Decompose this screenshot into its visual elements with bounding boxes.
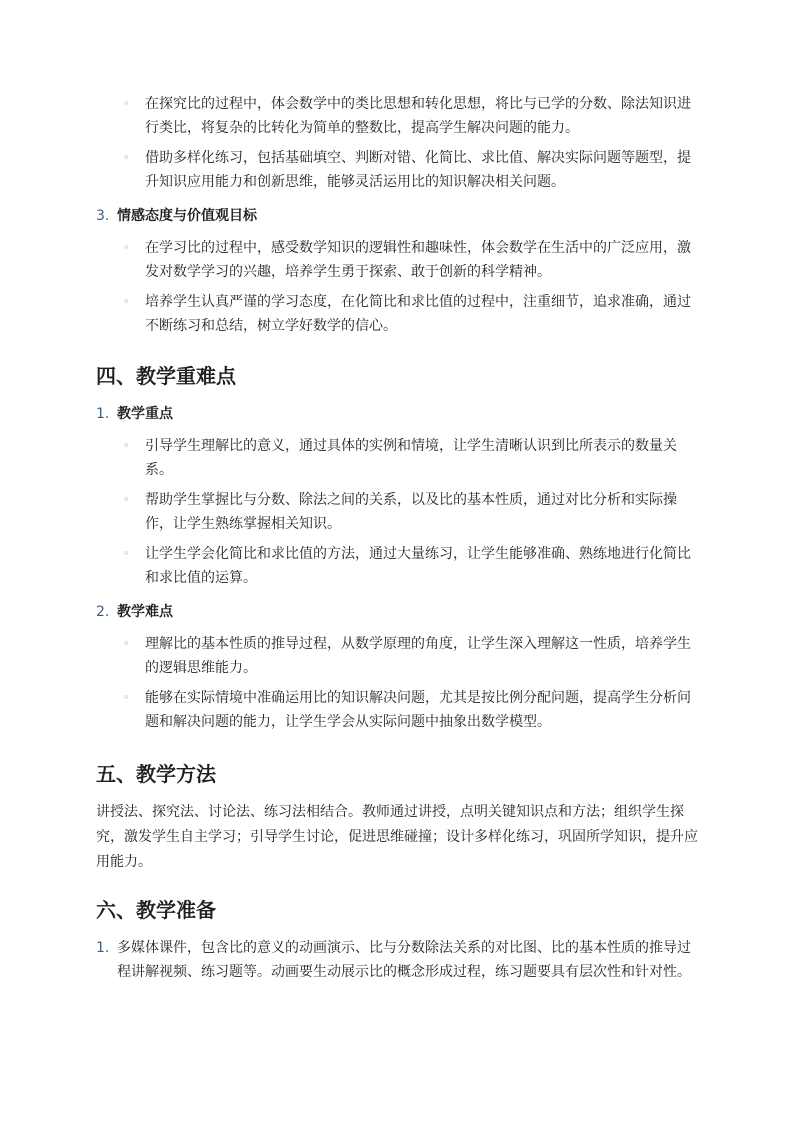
- difficulties-item: [0, 600, 794, 740]
- bullet-text: 培养学生认真严谨的学习态度，在化简比和求比值的过程中，注重细节，追求准确，通过不断练习和总结，树立学好数学的信心。: [145, 294, 691, 334]
- list-number: 1.: [96, 940, 110, 956]
- numbered-item: [0, 936, 794, 984]
- bullet-icon: ◦: [123, 97, 130, 110]
- list-number: 1.: [96, 406, 110, 422]
- bullet-icon: ◦: [123, 637, 130, 650]
- section-heading: 四、教学重难点: [96, 364, 236, 388]
- bullet-text: 借助多样化练习，包括基础填空、判断对错、化简比、求比值、解决实际问题等题型，提升知识应用能力和创新思维，能够灵活运用比的知识解决相关问题。: [145, 150, 691, 190]
- list-number: 2.: [96, 604, 110, 620]
- numbered-item: [0, 204, 794, 228]
- list-number: 3.: [96, 208, 110, 224]
- item-title: 教学重点: [117, 406, 173, 422]
- section-heading: 六、教学准备: [96, 898, 216, 922]
- bullet-icon: ◦: [123, 295, 130, 308]
- item-title: 教学难点: [117, 604, 173, 620]
- bullet-text: 引导学生理解比的意义，通过具体的实例和情境，让学生清晰认识到比所表示的数量关系。: [145, 438, 677, 478]
- bullet-icon: ◦: [123, 493, 130, 506]
- list-item: [0, 236, 794, 284]
- list-item: [0, 146, 794, 194]
- bullet-text: 在探究比的过程中，体会数学中的类比思想和转化思想，将比与已学的分数、除法知识进行类比，将复杂的比转化为简单的整数比，提高学生解决问题的能力。: [145, 96, 691, 136]
- list-item: [0, 542, 794, 590]
- bullet-text: 帮助学生掌握比与分数、除法之间的关系，以及比的基本性质，通过对比分析和实际操作，让学生熟练掌握相关知识。: [145, 492, 677, 532]
- bullet-text: 理解比的基本性质的推导过程，从数学原理的角度，让学生深入理解这一性质，培养学生的逻辑思维能力。: [145, 636, 691, 676]
- bullet-text: 在学习比的过程中，感受数学知识的逻辑性和趣味性，体会数学在生活中的广泛应用，激发对数学学习的兴趣，培养学生勇于探索、敢于创新的科学精神。: [145, 240, 691, 280]
- numbered-item: [0, 402, 794, 426]
- bullet-icon: ◦: [123, 151, 130, 164]
- list-item: [0, 92, 794, 140]
- list-item: [0, 632, 794, 680]
- list-item: [0, 290, 794, 338]
- bullet-icon: ◦: [123, 547, 130, 560]
- bullet-icon: ◦: [123, 439, 130, 452]
- bullet-icon: ◦: [123, 691, 130, 704]
- bullet-icon: ◦: [123, 241, 130, 254]
- bullet-text: 让学生学会化简比和求比值的方法，通过大量练习，让学生能够准确、熟练地进行化简比和求比值的运算。: [145, 546, 691, 586]
- teaching-methods-paragraph: 讲授法、探究法、讨论法、练习法相结合。教师通过讲授，点明关键知识点和方法；组织学生探究，激发学生自主学习；引导学生讨论，促进思维碰撞；设计多样化练习，巩固所学知识，提升应用能力。: [96, 804, 698, 870]
- skills-goal-bullets: [0, 92, 794, 200]
- list-item: [0, 686, 794, 734]
- item-title: 情感态度与价值观目标: [117, 208, 257, 224]
- key-points-item: [0, 402, 794, 596]
- list-item: [0, 434, 794, 482]
- section-heading: 五、教学方法: [96, 762, 216, 786]
- goal-item-3: [0, 204, 794, 344]
- list-item: [0, 488, 794, 536]
- bullet-text: 能够在实际情境中准确运用比的知识解决问题，尤其是按比例分配问题，提高学生分析问题和解决问题的能力，让学生学会从实际问题中抽象出数学模型。: [145, 690, 691, 730]
- numbered-item: [0, 600, 794, 624]
- item-text: 多媒体课件，包含比的意义的动画演示、比与分数除法关系的对比图、比的基本性质的推导过程讲解视频、练习题等。动画要生动展示比的概念形成过程，练习题要具有层次性和针对性。: [117, 940, 691, 980]
- preparation-list: [0, 936, 794, 984]
